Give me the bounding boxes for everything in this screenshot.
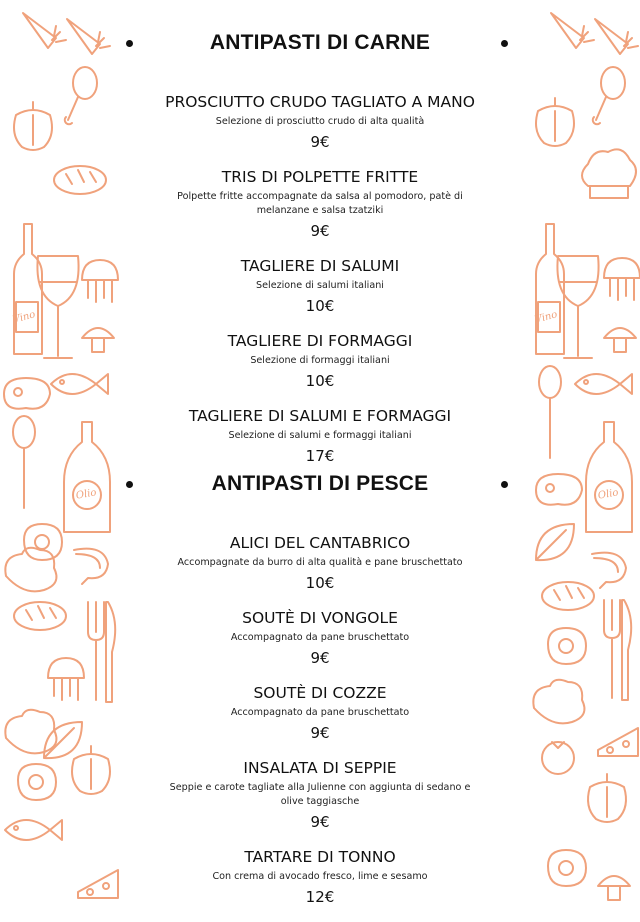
menu-item-name: SOUTÈ DI VONGOLE [242, 609, 398, 627]
fish-icon [0, 810, 64, 850]
shrimp-icon [584, 544, 630, 590]
fried-egg-icon [12, 760, 62, 805]
fork-icon [84, 600, 108, 704]
section-antipasti-di-carne [120, 28, 520, 481]
carrot-icon [18, 8, 68, 58]
chef-hat-icon [578, 146, 638, 202]
menu-item-name: SOUTÈ DI COZZE [253, 684, 387, 702]
menu-item-description: Selezione di formaggi italiani [250, 355, 390, 366]
menu-item-price: 9€ [310, 133, 330, 151]
cheese-icon [76, 862, 122, 902]
chicken-leg-icon [60, 65, 105, 130]
menu-item-price: 9€ [310, 813, 330, 831]
spoon-icon [10, 414, 40, 514]
menu-items [120, 92, 520, 466]
jellyfish-icon [78, 258, 122, 306]
menu-item-description: Accompagnato da pane bruschettato [230, 707, 410, 718]
wine-bottle-icon [532, 222, 568, 357]
fork-icon [600, 598, 624, 702]
menu-item [120, 608, 520, 668]
bread-icon [52, 160, 108, 200]
wine-bottle-label: Vino [533, 309, 559, 326]
oil-bottle-icon [62, 420, 112, 535]
menu-item-price: 9€ [310, 724, 330, 742]
mushroom-icon [600, 320, 640, 356]
fish-icon [570, 364, 634, 404]
lettuce-icon [528, 678, 588, 734]
carrot-icon [546, 8, 596, 58]
bell-pepper-icon [8, 100, 58, 150]
section-title: ANTIPASTI DI CARNE [209, 31, 431, 54]
jellyfish-icon [600, 256, 640, 304]
menu-item-price: 9€ [310, 649, 330, 667]
bullet-dot [126, 40, 133, 47]
menu-item-price: 12€ [305, 888, 335, 906]
section-antipasti-di-pesce [120, 469, 520, 922]
oil-bottle-label: Olio [597, 487, 620, 502]
fried-egg-icon [18, 520, 68, 565]
menu-item-name: INSALATA DI SEPPIE [243, 759, 397, 777]
menu-item-price: 10€ [305, 372, 335, 390]
menu-item-price: 10€ [305, 574, 335, 592]
menu-item-name: TARTARE DI TONNO [244, 848, 396, 866]
carrot-icon [590, 14, 640, 64]
section-title: ANTIPASTI DI PESCE [211, 472, 429, 495]
menu-items [120, 533, 520, 907]
chicken-leg-icon [588, 65, 633, 130]
menu-item-description: Con crema di avocado fresco, lime e sesamo [212, 871, 428, 882]
bullet-dot [126, 481, 133, 488]
menu-item-name: TAGLIERE DI SALUMI E FORMAGGI [188, 407, 452, 425]
menu-item-name: TAGLIERE DI SALUMI [240, 257, 400, 275]
spoon-icon [536, 364, 566, 464]
fish-icon [46, 364, 110, 404]
wine-bottle-icon [10, 222, 46, 357]
oil-bottle-label: Olio [75, 487, 98, 502]
bullet-dot [501, 481, 508, 488]
food-illustration-border-right [528, 0, 640, 905]
shrimp-icon [66, 540, 112, 586]
bell-pepper-icon [530, 96, 580, 146]
menu-item [120, 758, 520, 832]
menu-item-description: Accompagnate da burro di alta qualità e pane bruschettato [177, 557, 463, 568]
steak-icon [0, 374, 52, 414]
food-illustration-border-left [0, 0, 112, 905]
jellyfish-icon [44, 656, 88, 704]
menu-item-description: Seppie e carote tagliate alla Julienne con aggiunta di sedano e olive taggiasche [169, 782, 471, 807]
menu-item-name: TRIS DI POLPETTE FRITTE [221, 168, 419, 186]
menu-item [120, 256, 520, 316]
basil-leaf-icon [40, 718, 86, 764]
menu-item-description: Selezione di salumi e formaggi italiani [228, 430, 412, 441]
tomato-icon [538, 736, 578, 776]
menu-item-description: Selezione di prosciutto crudo di alta qualità [215, 116, 425, 127]
mushroom-icon [594, 868, 634, 904]
menu-item-price: 10€ [305, 297, 335, 315]
menu-item-name: ALICI DEL CANTABRICO [229, 534, 411, 552]
fried-egg-icon [542, 624, 592, 669]
menu-item [120, 331, 520, 391]
menu-item-price: 17€ [305, 447, 335, 465]
menu-item [120, 683, 520, 743]
menu-item-price: 9€ [310, 222, 330, 240]
menu-item [120, 533, 520, 593]
carrot-icon [62, 14, 112, 64]
menu-item [120, 406, 520, 466]
menu-item-description: Polpette fritte accompagnate da salsa al pomodoro, patè di melanzane e salsa tzatziki [177, 191, 463, 216]
menu-item [120, 847, 520, 907]
bullet-dot [501, 40, 508, 47]
bell-pepper-icon [582, 772, 632, 822]
menu-item-name: TAGLIERE DI FORMAGGI [227, 332, 413, 350]
cheese-icon [596, 720, 640, 760]
menu-item-name: PROSCIUTTO CRUDO TAGLIATO A MANO [165, 93, 475, 111]
oil-bottle-icon [584, 420, 634, 535]
steak-icon [532, 470, 584, 510]
basil-leaf-icon [532, 520, 578, 566]
mushroom-icon [78, 320, 118, 356]
menu-item-description: Accompagnato da pane bruschettato [230, 632, 410, 643]
bread-icon [12, 596, 68, 636]
menu-item [120, 92, 520, 152]
menu-item [120, 167, 520, 241]
menu-item-description: Selezione di salumi italiani [256, 280, 384, 291]
wine-bottle-label: Vino [11, 309, 37, 326]
